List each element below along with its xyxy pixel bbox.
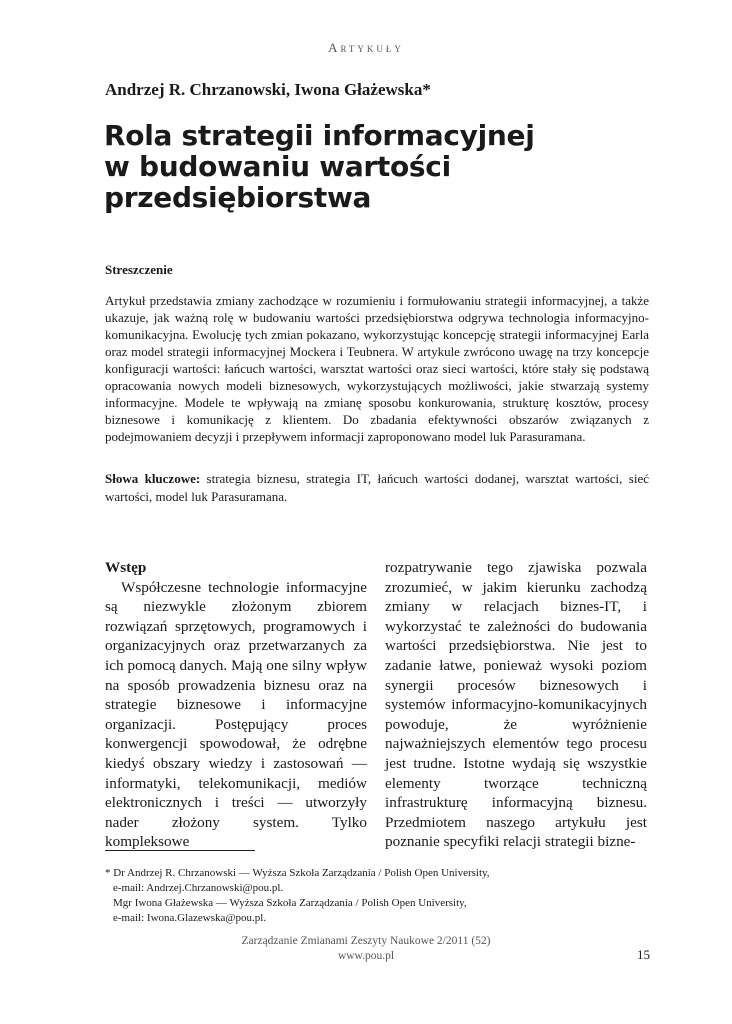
keywords-text: strategia biznesu, strategia IT, łańcuch wartości dodanej, warsztat wartości, sieć wartości, model luk Parasuramana. — [105, 471, 649, 504]
keywords — [105, 470, 649, 506]
footnote — [105, 866, 649, 926]
title-line-3: przedsiębiorstwa — [104, 181, 372, 214]
keywords-label: Słowa kluczowe: — [105, 471, 201, 486]
journal-name: Zarządzanie Zmianami Zeszyty Naukowe 2/2011 (52) — [241, 935, 491, 947]
author-line: Andrzej R. Chrzanowski, Iwona Głażewska* — [105, 80, 431, 99]
footnote-line-1: * Dr Andrzej R. Chrzanowski — Wyższa Szkoła Zarządzania / Polish Open University, — [105, 867, 490, 879]
intro-paragraph-right: rozpatrywanie tego zjawiska pozwala zrozumieć, w jakim kierunku zachodzą zmiany w relacjach biznes-IT, i wykorzystać te zależności do budowania wartości przedsiębiorstwa. Nie jest to zadanie łatwe, ponieważ wysoki poziom synergii procesów biznesowych i systemów informacyjno-komunikacyjnych powoduje, że wyróżnienie najważniejszych elementów tego procesu jest trudne. Istotne wydają się wszystkie elementy tworzące techniczną infrastrukturę informacyjną biznesu. Przedmiotem naszego artykułu jest poznanie specyfiki relacji strategii bizne- — [385, 559, 647, 851]
footnote-line-4: e-mail: Iwona.Glazewska@pou.pl. — [113, 912, 267, 924]
intro-paragraph-left: Współczesne technologie informacyjne są niezwykle złożonym zbiorem rozwiązań sprzętowych, programowych i organizacyjnych oraz przetwarzanych za ich pomocą danych. Mają one silny wpływ na sposób prowadzenia biznesu oraz na strategie biznesowe i informacyjne organizacji. Postępujący proces konwergencji spowodował, że odrębne kiedyś obszary wiedzy i zastosowań — informatyki, telekomunikacji, mediów elektronicznych i treści — utworzyły nader złożony system. Tylko kompleksowe — [105, 578, 367, 851]
title-line-2: w budowaniu wartości — [104, 150, 451, 183]
footnote-line-3: Mgr Iwona Głażewska — Wyższa Szkoła Zarządzania / Polish Open University, — [113, 897, 467, 909]
article-title — [104, 120, 644, 213]
intro-heading: Wstęp — [105, 559, 147, 576]
body-column-left — [105, 558, 367, 852]
page-number: 15 — [637, 947, 650, 962]
journal-url: www.pou.pl — [337, 950, 395, 962]
title-line-1: Rola strategii informacyjnej — [104, 119, 535, 152]
section-header: Artykuły — [328, 40, 404, 55]
abstract-text: Artykuł przedstawia zmiany zachodzące w rozumieniu i formułowaniu strategii informacyjnej, a także ukazuje, jak ważną rolę w budowaniu wartości przedsiębiorstwa odgrywa technologia informacyjno-komunikacyjna. Ewolucję tych zmian pokazano, wykorzystując koncepcję strategii informacyjnej Earla oraz model strategii informacyjnej Mockera i Teubnera. W artykule zwrócono uwagę na trzy koncepcje konfiguracji wartości: łańcuch wartości, warsztat wartości oraz sieci wartości, które stały się podstawą opracowania nowych modeli biznesowych, wykorzystujących możliwości, jakie stwarzają systemy informacyjne. Modele te wpływają na zmianę sposobu konkurowania, strukturę kosztów, procesy biznesowe i komunikację z klientem. Do zbadania efektywności obszarów związanych z podejmowaniem decyzji i przepływem informacji zaproponowano model luk Parasuramana. — [105, 293, 649, 444]
abstract-heading: Streszczenie — [105, 262, 173, 277]
footnote-divider — [105, 850, 255, 851]
body-column-right — [385, 558, 647, 852]
footnote-line-2: e-mail: Andrzej.Chrzanowski@pou.pl. — [113, 882, 284, 894]
